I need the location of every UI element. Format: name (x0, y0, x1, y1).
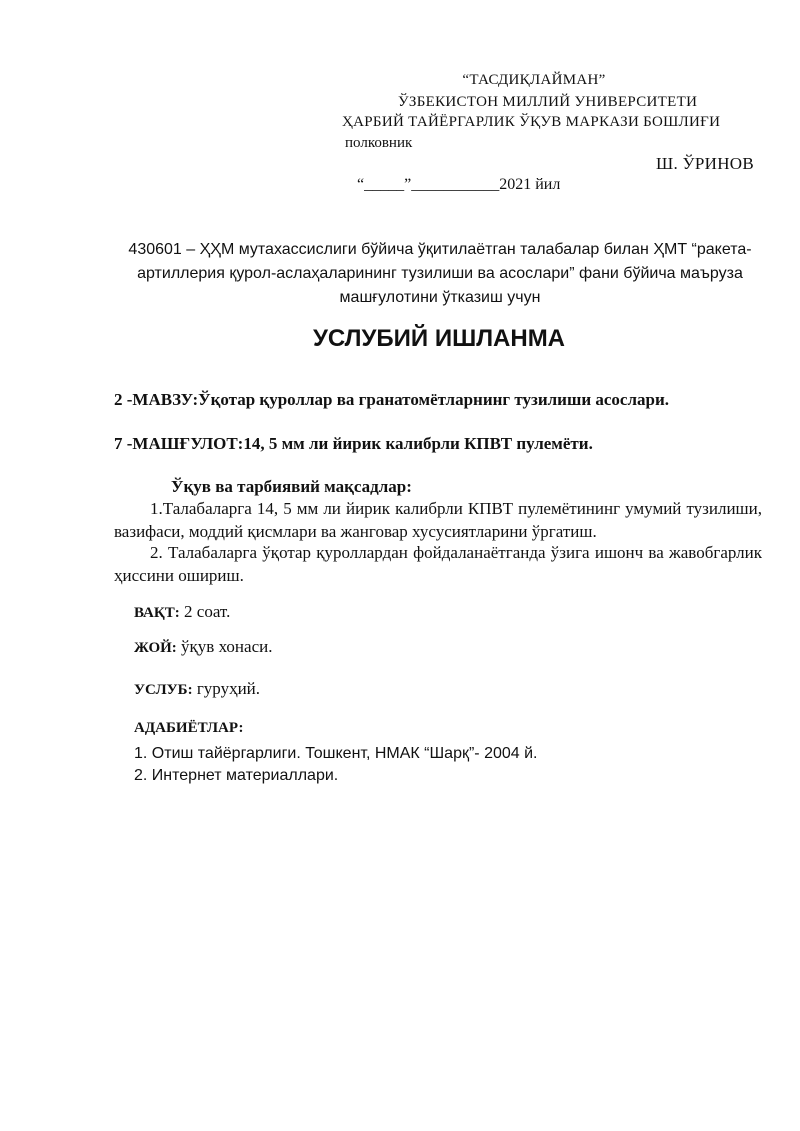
method-value: гуруҳий. (192, 679, 261, 698)
approval-university: ЎЗБЕКИСТОН МИЛЛИЙ УНИВЕРСИТЕТИ (398, 94, 698, 110)
method-label: УСЛУБ: (134, 682, 193, 698)
method-field (134, 679, 260, 699)
goal-item: 1.Талабаларга 14, 5 мм ли йирик калибрли КПВТ пулемётининг умумий тузилиши, вазифаси, моддий қисмлари ва жанговар хусусиятларини ўргатиш. (114, 499, 762, 541)
literature-item: 2. Интернет материаллари. (134, 767, 339, 784)
time-value: 2 соат. (179, 602, 231, 621)
time-field (134, 602, 230, 622)
literature-heading: АДАБИЁТЛАР: (134, 720, 244, 736)
time-label: ВАҚТ: (134, 605, 180, 621)
lesson-heading: 7 -МАШҒУЛОТ:14, 5 мм ли йирик калибрли КПВТ пулемёти. (114, 434, 593, 453)
topic-heading: 2 -МАВЗУ:Ўқотар қуроллар ва гранатомётларнинг тузилиши асослари. (114, 390, 669, 409)
place-field (134, 637, 272, 657)
approval-name: Ш. ЎРИНОВ (656, 154, 755, 173)
approval-position: ҲАРБИЙ ТАЙЁРГАРЛИК ЎҚУВ МАРКАЗИ БОШЛИҒИ (342, 114, 721, 130)
approval-title: “ТАСДИҚЛАЙМАН” (462, 72, 606, 88)
approval-date: “_____”___________2021 йил (357, 176, 561, 193)
place-label: ЖОЙ: (134, 640, 177, 656)
approval-rank: полковник (345, 135, 413, 151)
goal-item: 2. Талабаларга ўқотар қуроллардан фойдаланаётганда ўзига ишонч ва жавобгарлик ҳиссини ошириш. (114, 543, 762, 585)
document-title: УСЛУБИЙ ИШЛАНМА (312, 325, 566, 352)
literature-item: 1. Отиш тайёргарлиги. Тошкент, НМАК “Шарқ”- 2004 й. (134, 745, 538, 762)
goals-heading: Ўқув ва тарбиявий мақсадлар: (171, 477, 412, 496)
place-value: ўқув хонаси. (176, 637, 273, 656)
intro-paragraph: 430601 – ҲҲМ мутахассислиги бўйича ўқитилаётган талабалар билан ҲМТ “ракета-артиллерия қурол-аслаҳаларининг тузилиши ва асослари” фани бўйича маъруза машғулотини ўтказиш учун (128, 241, 752, 306)
